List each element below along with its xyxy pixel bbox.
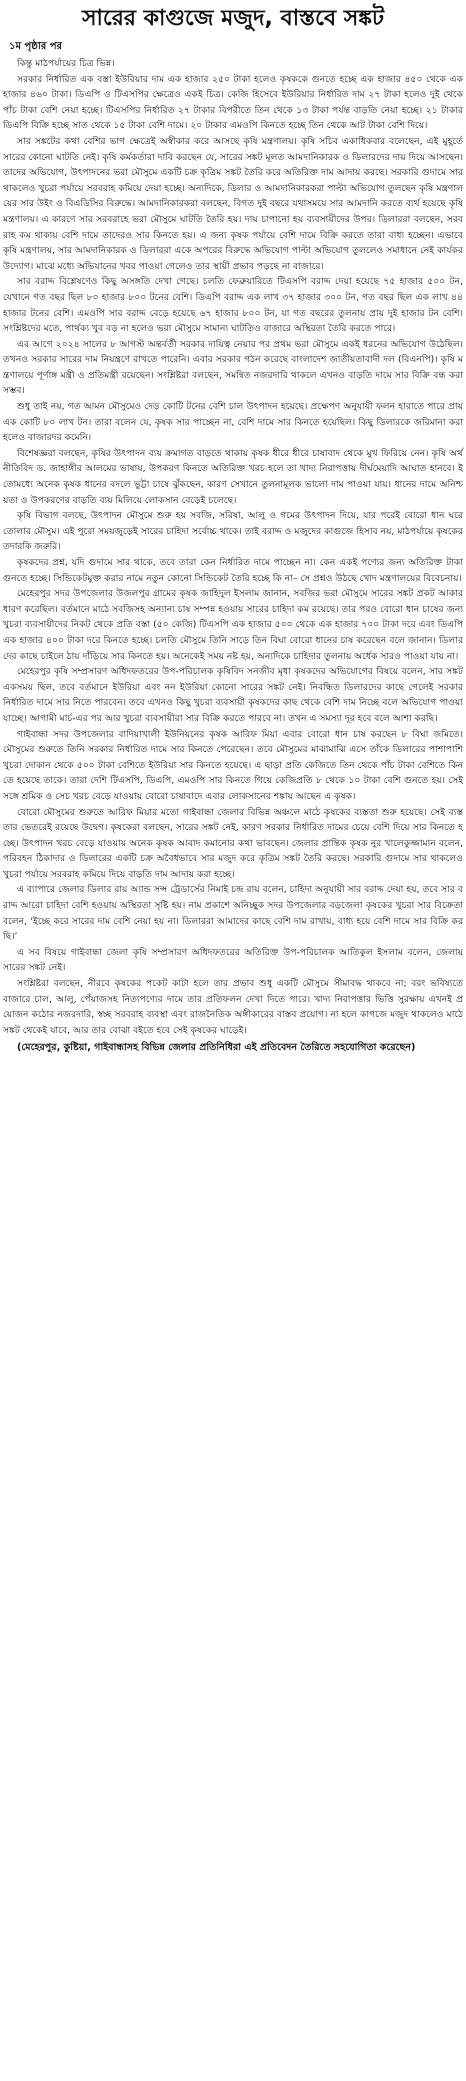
article-paragraph: সরকার নির্ধারিত এক বস্তা ইউরিয়ার দাম এক হাজার ২৫০ টাকা হলেও কৃষককে গুনতে হচ্ছে এক হাজার ৪৫০ থেকে এক হাজার ৪৬০ টাকা। ডিএপি ও টিএসপির ক্ষেত্রেও একই চিত্র। কেজি হিসেবে ইউরিয়ার নির্ধারিত দাম ২৭ টাকা হলেও দুই থেকে পাঁচ টাকা বেশি নেয়া হচ্ছে। টিএসপির নির্ধারিত ২৭ টাকার বিপরীতে তিন থেকে ১৩ টাকা পর্যন্ত বাড়তি নেয়া হচ্ছে। ২১ টাকার ডিএপি বিক্রি হচ্ছে সাত থেকে ১৫ টাকা বেশি দামে। ২০ টাকার এমওপি কিনতে হচ্ছে তিন থেকে আট টাকা বেশি দিয়ে। (3, 73, 463, 132)
article-paragraph: মেহেরপুর সদর উপজেলার উজলপুর গ্রামের কৃষক জাহিদুল ইসলাম জানান, সবজির ভরা মৌসুমে সারের সঙ্কট প্রকট আকার ধারণ করেছিল। বর্তমানে মাঠে সবজিসহ অন্যান্য চাষ সম্পন্ন হওয়ায় সারের চাহিদা কম রয়েছে। তার পরও বোরো ধান চাষের জন্য খুচরা ব্যবসায়ীদের নিকট থেকে প্রতি বস্তা (৫০ কেজি) টিএসপি এক হাজার ৫০০ থেকে এক হাজার ৭০০ টাকা দরে এবং ডিএপি এক হাজার ৪০০ টাকা দরে কিনতে হচ্ছে। চলতি মৌসুমে তিনি সাড়ে তিন বিঘা বোরো ধানের চাষ করেছেন বলে জানান। ডিলারদের কাছে চাইলে ঠায় দাঁড়িয়ে সার কিনতে হয়। অনেকেই সময় নষ্ট হয়, অন্যদিকে চাহিদার তুলনায় অর্ধেক সারও পাওয়া যায় না। (3, 588, 463, 662)
article-paragraph: এ ব্যাপারে জেলার ডিলার রায় অ্যান্ড সন্স ট্রেডার্সের নিমাই চন্দ্র রায় বলেন, চাহিদা অনুযায়ী সার বরাদ্দ দেয়া হয়, তবে সার বরাদ্দ আরো চাহিদা বেশি হওয়ায় অস্থিরতা সৃষ্টি হয়। নাম প্রকাশে অনিচ্ছুক সদর উপজেলার বড়জেলা কৃষকের খুচরা সার বিক্রেতা বলেন, ‘ইচ্ছে করে সারের দাম বেশি নেয়া হয় না। ডিলাররা আমাদের কাছে বেশি দাম রাখায়, বাধ্য হয়ে বেশি দামে সার বিক্রি করছি।’ (3, 884, 463, 943)
article-paragraph: সংশ্লিষ্টরা বলছেন, নীরবে কৃষকের পকেট কাটা হলে তার প্রভাব শুধু একটি মৌসুমে সীমাবদ্ধ থাকবে না; বরং ভবিষ্যতে বাজারে চাল, আলু, পেঁয়াজসহ নিত্যপণ্যের দামে তার প্রতিফলন দেখা দিতে পারে। খাদ্য নিরাপত্তার ভিত্তি সুরক্ষায় এখনই প্রয়োজন কঠোর নজরদারি, স্বচ্ছ সরবরাহ ব্যবস্থা এবং রাজনৈতিক অঙ্গীকারের বাস্তব প্রয়োগ। না হলে কাগজে মজুদ থাকলেও মাঠে সঙ্কট থেকেই যাবে, আর তার বোঝা বইতে হবে সেই কৃষকের ঘাড়েই। (3, 978, 463, 1036)
article-paragraph: শুধু তাই নয়, গত আমন মৌসুমেও দেড় কোটি টনের বেশি চাল উৎপাদন হয়েছে। প্রক্ষেপণ অনুযায়ী ফলন হারাতে পারে প্রায় এক কোটি ৮০ লাখ টন। তারা বলেন যে, কৃষক সার পাচ্ছেন না, বেশি দামে সার কিনতে হয়েছিল। কিছু ডিলারকে জরিমানা করা হলেও বাজারদর কমেনি। (3, 401, 463, 444)
article-paragraph: সার বরাদ্দ বিশ্লেষণেও কিছু অসঙ্গতি দেখা গেছে। চলতি ফেব্রুয়ারিতে টিএসপি বরাদ্দ দেয়া হয়েছে ৭৫ হাজার ৫০০ টন, যেখানে গত বছর ছিল ৮০ হাজার ৮০০ টনের বেশি। ডিএপি বরাদ্দ এক লাখ ৩৭ হাজার ৩০০ টন, গত বছর ছিল এক লাখ ৪৪ হাজার টনের বেশি। এমওপি সার বরাদ্দ বেড়ে হয়েছে ৬৭ হাজার ৮০০ টন, যা গত বছরের তুলনায় প্রায় দুই হাজার টন বেশি। সংশ্লিষ্টদের মতে, পার্থক্য খুব বড় না হলেও ভরা মৌসুমে সামান্য ঘাটতিও বাজারে অস্থিরতা তৈরি করতে পারে। (3, 276, 463, 335)
article-paragraph: বিশেষজ্ঞরা বলছেন, কৃষির উৎপাদন ব্যয় ক্রমাগত বাড়তে থাকায় কৃষক ধীরে ধীরে চাষাবাদ থেকে মুখ ফিরিয়ে নেন। কৃষি অর্থনীতিবিদ ড. জাহাঙ্গীর আলমের ভাষায়, উপকরণ কিনতে অতিরিক্ত খরচ হলে তা খাদ্য নিরাপত্তায় দীর্ঘমেয়াদি আঘাত হানবে। ইতোমধ্যে অনেক কৃষক ধানের বদলে ভুট্টা চাষে ঝুঁকছেন, কারণ সেখানে তুলনামূলক ভালো দাম পাওয়া যায়। ধানের দামে অনিশ্চয়তা ও উপকরণের বাড়তি ব্যয় মিলিয়ে লোকসান বেড়েই চলেছে। (3, 447, 463, 506)
article-paragraph: মেহেরপুর কৃষি সম্প্রসারণ অধিদফতরের উপ-পরিচালক কৃষিবিদ সনজীব মৃধা কৃষকদের অভিযোগের বিষয়ে বলেন, সার সঙ্কট একসময় ছিল, তবে বর্তমানে ইউরিয়া এবং নন ইউরিয়া কোনো সারের সঙ্কট নেই। নিবন্ধিত ডিলারদের কাছে গেলেই সরকার নির্ধারিত দামে সার নিতে পারবেন। তবে এখনও কিছু খুচরা ব্যবসায়ী কৃষকদের কাছ থেকে বেশি দাম নিচ্ছে বলে অভিযোগ পাওয়া যাচ্ছে। আগামী মার্চ-এর পর আর খুচরা ব্যবসায়ীরা সার বিক্রি করতে পারবে না। তখন এ সমস্যা দূর হবে বলে আশা করছি। (3, 666, 463, 724)
article-paragraph: কিন্তু মাঠপর্যায়ের চিত্র ভিন্ন। (17, 58, 115, 69)
article-paragraph: কৃষি বিভাগ বলছে, উৎপাদন মৌসুমে শুরু হয় সবজি, সরিষা, আলু ও গমের উৎপাদন দিয়ে, যার পরেই বোরো ধান ঘরে তোলার মৌসুম। এই পুরো সময়জুড়েই সারের চাহিদা সর্বোচ্চ থাকে। তাই বরাদ্দ ও মজুদের কাগুজে হিসাব নয়, মাঠপর্যায়ে কৃষকের তদারকি জরুরি। (3, 510, 463, 553)
article-headline: সারের কাগুজে মজুদ, বাস্তবে সঙ্কট (81, 6, 385, 31)
contributors-credit: (মেহেরপুর, কুষ্টিয়া, গাইবান্ধাসহ বিভিন্ন জেলার প্রতিনিধিরা এই প্রতিবেদন তৈরিতে সহযোগিতা করেছেন) (17, 1042, 416, 1054)
article-paragraph: এ সব বিষয়ে গাইবান্ধা জেলা কৃষি সম্প্রসারণ অধিদফতরের অতিরিক্ত উপ-পরিচালক আতিকুল ইসলাম বলেন, জেলায় সারের সঙ্কট নেই। (3, 946, 463, 974)
article-paragraph: এর আগে ২০২৪ সালের ৮ আগস্ট অন্তর্বর্তী সরকার দায়িত্ব নেয়ার পর প্রথম ভরা মৌসুমে একই ধরনের অভিযোগ উঠেছিল। তখনও সরকার সারের দাম নিয়ন্ত্রণে রাখতে পারেনি। এবার সরকার গঠন করেছে বাংলাদেশ জাতীয়তাবাদী দল (বিএনপি)। কৃষি মন্ত্রণালয়ে পূর্ণাঙ্গ মন্ত্রী ও প্রতিমন্ত্রী রয়েছেন। সংশ্লিষ্টরা বলছেন, সমন্বিত নজরদারি থাকলে এখনও বাড়তি দামে সার বিক্রি বন্ধ করা সম্ভব। (3, 338, 463, 397)
article-paragraph: কৃষকদের প্রশ্ন, যদি গুদামে সার থাকে, তবে তারা কেন নির্ধারিত দামে পাচ্ছেন না। কেন একই পণ্যের জন্য অতিরিক্ত টাকা গুনতে হচ্ছে। সিন্ডিকেটমুক্ত করার নামে নতুন কোনো সিন্ডিকেট তৈরি হচ্ছে কি না– সে প্রশ্নও উঠছে খোদ মন্ত্রণালয়ের বিবেচনায়। (3, 557, 463, 584)
article-paragraph: গাইবান্ধা সদর উপজেলার বাদিয়াখালী ইউনিয়নের কৃষক আরিফ মিয়া এবার বোরো ধান চাষ করছেন ৮ বিঘা জমিতে। মৌসুমের শুরুতে তিনি সরকার নির্ধারিত দামে সার কিনতে পেরেছেন। তবে মৌসুমের মাঝামাঝি এসে তাঁকে ডিলারের পাশাপাশি খুচরা দোকান থেকে ৫০০ টাকা বেশিতে ইউরিয়া সার কিনতে হয়েছে। এ ছাড়া প্রতি কেজিতে তিন থেকে পাঁচ টাকা বেশিতে কিনতে হয়েছে তাকে। তারা দেশি টিএসপি, ডিএপি, এমওপি সার কিনতে গিয়ে কেজিপ্রতি ৮ থেকে ১০ টাকা বেশি গুনতে হয়। সেই সঙ্গে শ্রমিক ও সেচ খরচ বেড়ে যাওয়ায় বোরো চাষাবাদে এবার লোকসানের শঙ্কায় আছেন এ কৃষক। (3, 728, 463, 802)
article-paragraph: সার সঙ্কটের কথা বেশির ভাগ ক্ষেত্রেই অস্বীকার করে আসছে কৃষি মন্ত্রণালয়। কৃষি সচিব একাধিকবার বলেছেন, এই মুহূর্তে সারের কোনো ঘাটতি নেই। কৃষি কর্মকর্তারা দাবি করছেন যে, সারের সঙ্কট মূলত আমদানিকারক ও ডিলারদের দায় দিয়ে আসছেন। তাদের অভিযোগ, উৎপাদনের ভরা মৌসুমে একটি চক্র কৃত্রিম সঙ্কট তৈরি করে অতিরিক্ত দাম আদায় করছে। সরকারি গুদামে সার থাকলেও খুচরা পর্যায়ে সরবরাহ কমিয়ে দেয়া হচ্ছে। অন্যদিকে, ডিলার ও আমদানিকারকরা পাল্টা অভিযোগ তুলছেন কৃষি মন্ত্রণালয়ের সার উইং ও বিএডিসির বিরুদ্ধে। আমদানিকারকরা বলছেন, বিগত দুই বছরে যথাসময়ে সার আমদানি করতে ব্যর্থ হয়েছে কৃষি মন্ত্রণালয়। এ কারণে সার সরবরাহে ভরা মৌসুমে ঘাটতি তৈরি হয়। দায় চাপানো হয় ব্যবসায়ীদের উপর। ডিলাররা বলছেন, সরবরাহ কম থাকায় বেশি দামে তাদেরও সার কিনতে হয়। এ জন্য কৃষক পর্যায়ে বেশি দামে বিক্রি করতে তারা বাধ্য হচ্ছেন। এভাবে কৃষি মন্ত্রণালয়, সার আমদানিকারক ও ডিলাররা একে অপরের বিরুদ্ধে অভিযোগ পাল্টা অভিযোগ তুললেও সমাধানে নেই কার্যকর উদ্যোগ। মাঝে মধ্যে অভিযানের খবর পাওয়া গেলেও তার স্থায়ী প্রভাব পড়ছে না বাজারে। (3, 135, 463, 272)
article-body (3, 56, 463, 1056)
article-paragraph: বোরো মৌসুমের শুরুতে আরিফ মিয়ার মতো গাইবান্ধা জেলার বিভিন্ন অঞ্চলে মাঠে কৃষকের ব্যস্ততা শুরু হয়েছে। সেই ব্যস্ততার ভেতরেই রয়েছে উদ্বেগ। কৃষকেরা বলছেন, সারের সঙ্কট নেই, কারণ সরকার নির্ধারিত দামের চেয়ে বেশি দিয়ে সার কিনতে হচ্ছে। উৎপাদন খরচ বেড়ে যাওয়ায় অনেক কৃষক আবাদ কমানোর কথা ভাবছেন। জেলার প্রান্তিক কৃষক নুর খালেকুজ্জামান বলেন, পরিবহন ঠিকাদার ও ডিলারের একটি চক্র অবৈধভাবে সার মজুদ করে কৃত্রিম সঙ্কট তৈরি করছে। সরকারি গুদামে সার থাকলেও খুচরা পর্যায়ে সরবরাহ কমিয়ে দিয়ে বাড়তি দাম আদায় করা হচ্ছে। (3, 806, 463, 880)
continued-from-label: ১ম পৃষ্ঠার পর (9, 41, 62, 52)
